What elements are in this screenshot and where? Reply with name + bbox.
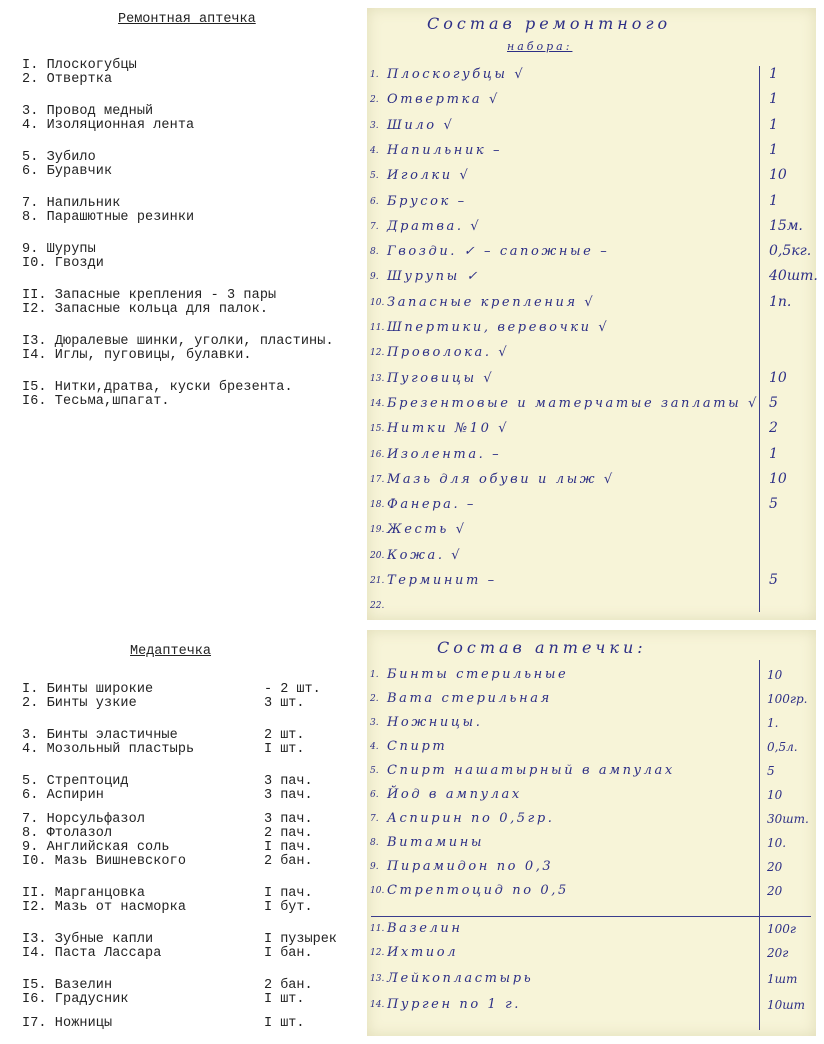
list-item: 5. Зубило	[22, 150, 96, 165]
row-quantity: 10	[769, 369, 787, 386]
row-text: Спирт	[387, 739, 448, 754]
row-text: Проволока. √	[387, 345, 510, 361]
row-text: Кожа. √	[387, 547, 463, 563]
row-quantity: 10	[767, 788, 783, 802]
row-number: 11.	[370, 924, 385, 934]
row-number: 17.	[370, 474, 385, 485]
handwritten-row	[367, 517, 816, 539]
row-number: 7.	[370, 814, 379, 824]
list-item: 6. Буравчик	[22, 164, 113, 179]
row-number: 4.	[370, 742, 379, 752]
row-quantity: 1	[769, 116, 778, 133]
row-text: Брезентовые и матерчатые заплаты √	[387, 395, 759, 411]
row-text: Спирт нашатырный в ампулах	[387, 763, 675, 778]
row-text: Иголки √	[387, 168, 471, 184]
list-item-quantity: 2 бан.	[264, 854, 313, 869]
row-quantity: 5	[769, 496, 778, 513]
list-item-name: 6. Аспирин	[22, 788, 105, 803]
row-number: 6.	[370, 790, 379, 800]
row-quantity: 2	[769, 420, 778, 437]
list-item-quantity: 3 пач.	[264, 788, 313, 803]
row-number: 3.	[370, 718, 379, 728]
row-quantity: 0,5кг.	[769, 243, 812, 260]
handwritten-row	[367, 290, 816, 312]
row-number: 14.	[370, 398, 385, 409]
list-item: I0. Гвозди	[22, 256, 105, 271]
row-text: Пуговицы √	[387, 370, 495, 386]
handwritten-row	[367, 492, 816, 514]
handwritten-row	[367, 87, 816, 109]
handwritten-row	[367, 940, 816, 962]
handwritten-row	[367, 391, 816, 413]
row-quantity: 1	[769, 66, 778, 82]
row-text: Плоскогубцы √	[387, 67, 526, 82]
row-text: Шило √	[387, 117, 455, 133]
row-number: 4.	[370, 145, 379, 156]
list-item-quantity: I пач.	[264, 840, 313, 855]
row-quantity: 100гр.	[767, 692, 808, 706]
list-item-name: 7. Норсульфазол	[22, 812, 146, 827]
handwritten-row	[367, 113, 816, 135]
row-quantity: 10	[769, 470, 787, 487]
list-item: 2. Отвертка	[22, 72, 113, 87]
row-number: 22.	[370, 601, 385, 612]
list-item-name: 8. Фтолазол	[22, 826, 113, 841]
row-quantity: 0,5л.	[767, 740, 798, 754]
row-quantity: 20	[767, 860, 783, 874]
handwritten-row	[367, 878, 816, 900]
row-number: 13.	[370, 974, 385, 984]
list-item-quantity: I шт.	[264, 742, 305, 757]
list-item-name: I2. Мазь от насморка	[22, 900, 187, 915]
handwritten-row	[367, 593, 816, 615]
list-item-name: 5. Стрептоцид	[22, 774, 129, 789]
row-number: 5.	[370, 171, 379, 182]
row-text: Запасные крепления √	[387, 294, 596, 310]
list-item-quantity: I пач.	[264, 886, 313, 901]
row-text: Нитки №10 √	[387, 421, 510, 437]
row-text: Дратва. √	[387, 218, 482, 234]
row-text: Напильник –	[387, 142, 503, 158]
list-item-name: I7. Ножницы	[22, 1016, 113, 1031]
row-number: 7.	[370, 221, 379, 232]
row-number: 20.	[370, 550, 385, 561]
row-number: 2.	[370, 694, 379, 704]
row-quantity: 5	[769, 394, 778, 411]
handwritten-row	[367, 163, 816, 185]
list-item-name: I5. Вазелин	[22, 978, 113, 993]
handwritten-row	[367, 239, 816, 261]
list-item: 9. Шурупы	[22, 242, 96, 257]
list-item-name: II. Марганцовка	[22, 886, 146, 901]
med-kit-handwritten-sheet	[367, 630, 816, 1036]
handwritten-row	[367, 806, 816, 828]
list-item: 7. Напильник	[22, 196, 121, 211]
handwritten-row	[367, 214, 816, 236]
repair-kit-typed-list	[22, 0, 362, 420]
list-item-name: I6. Градусник	[22, 992, 129, 1007]
list-item-quantity: 2 бан.	[264, 978, 313, 993]
list-item: I2. Запасные кольца для палок.	[22, 302, 269, 317]
list-item: 4. Изоляционная лента	[22, 118, 195, 133]
handwritten-row	[367, 416, 816, 438]
list-item-name: 9. Английская соль	[22, 840, 170, 855]
handwritten-row	[367, 710, 816, 732]
list-item: I4. Иглы, пуговицы, булавки.	[22, 348, 252, 363]
row-number: 9.	[370, 272, 379, 283]
row-text: Пирамидон по 0,3	[387, 859, 554, 874]
handwritten-row	[367, 734, 816, 756]
handwritten-row	[367, 662, 816, 684]
row-number: 14.	[370, 1000, 385, 1010]
list-item-name: 2. Бинты узкие	[22, 696, 137, 711]
row-number: 1.	[370, 670, 379, 680]
row-number: 12.	[370, 948, 385, 958]
list-item: II. Запасные крепления - 3 пары	[22, 288, 277, 303]
list-item: 3. Провод медный	[22, 104, 154, 119]
row-number: 21.	[370, 576, 385, 586]
row-text: Аспирин по 0,5гр.	[387, 811, 555, 826]
row-text: Лейкопластырь	[387, 971, 534, 986]
row-number: 8.	[370, 838, 379, 848]
row-text: Витамины	[387, 835, 485, 850]
row-quantity: 5	[769, 572, 778, 588]
list-item-quantity: 2 шт.	[264, 728, 305, 743]
row-quantity: 1	[769, 91, 778, 108]
row-text: Вата стерильная	[387, 691, 552, 706]
row-text: Шурупы ✓	[387, 269, 481, 285]
row-number: 19.	[370, 525, 385, 536]
handwritten-row	[367, 568, 816, 590]
row-number: 15.	[370, 424, 385, 435]
row-number: 11.	[370, 323, 385, 333]
row-quantity: 30шт.	[767, 812, 809, 826]
repair-set-heading: Состав ремонтного	[427, 14, 672, 33]
row-text: Терминит –	[387, 573, 497, 588]
row-quantity: 1	[769, 192, 778, 209]
row-quantity: 10	[769, 167, 787, 184]
list-item-quantity: I бут.	[264, 900, 313, 915]
list-item: 8. Парашютные резинки	[22, 210, 195, 225]
list-item-quantity: I шт.	[264, 1016, 305, 1031]
handwritten-row	[367, 467, 816, 489]
med-kit-typed-list	[22, 640, 362, 1040]
handwritten-row	[367, 758, 816, 780]
row-text: Отвертка √	[387, 92, 500, 108]
list-item-name: I4. Паста Лассара	[22, 946, 162, 961]
repair-set-handwritten-sheet	[367, 8, 816, 620]
row-number: 5.	[370, 766, 379, 776]
row-number: 13.	[370, 373, 385, 384]
list-item-quantity: 2 пач.	[264, 826, 313, 841]
handwritten-row	[367, 442, 816, 464]
row-quantity: 10.	[767, 836, 787, 850]
row-number: 16.	[370, 449, 385, 460]
list-item-name: 4. Мозольный пластырь	[22, 742, 195, 757]
handwritten-row	[367, 138, 816, 160]
row-text: Изолента. –	[387, 446, 502, 462]
row-number: 3.	[370, 120, 379, 131]
handwritten-row	[367, 686, 816, 708]
med-kit-title: Медаптечка	[130, 644, 212, 659]
list-item-quantity: 3 шт.	[264, 696, 305, 711]
list-item-quantity: I бан.	[264, 946, 313, 961]
row-quantity: 1.	[767, 716, 779, 730]
row-quantity: 10	[767, 668, 783, 682]
list-item: I6. Тесьма,шпагат.	[22, 394, 170, 409]
row-text: Брусок –	[387, 193, 467, 209]
row-text: Шпертики, веревочки √	[387, 320, 610, 335]
row-number: 10.	[370, 297, 385, 308]
row-number: 2.	[370, 95, 379, 106]
list-item-quantity: 3 пач.	[264, 812, 313, 827]
row-quantity: 100г	[767, 922, 796, 936]
list-item: I. Плоскогубцы	[22, 58, 137, 73]
row-quantity: 10шт	[767, 998, 806, 1012]
handwritten-row	[367, 854, 816, 876]
handwritten-row	[367, 62, 816, 84]
handwritten-row	[367, 782, 816, 804]
row-text: Ножницы.	[387, 715, 483, 730]
row-quantity: 5	[767, 764, 775, 778]
row-quantity: 1	[769, 141, 778, 158]
handwritten-row	[367, 264, 816, 286]
row-quantity: 1	[769, 445, 778, 462]
row-text: Гвозди. ✓ – сапожные –	[387, 244, 610, 260]
handwritten-row	[367, 966, 816, 988]
list-item-quantity: - 2 шт.	[264, 682, 321, 697]
handwritten-row	[367, 189, 816, 211]
list-item-quantity: 3 пач.	[264, 774, 313, 789]
handwritten-row	[367, 992, 816, 1014]
row-text: Бинты стерильные	[387, 667, 569, 682]
repair-set-subheading: набора:	[507, 40, 573, 53]
row-number: 1.	[370, 70, 379, 80]
row-quantity: 1шт	[767, 972, 798, 986]
repair-kit-title: Ремонтная аптечка	[118, 12, 256, 27]
row-quantity: 20г	[767, 946, 789, 960]
handwritten-row	[367, 366, 816, 388]
row-text: Жесть √	[387, 522, 467, 538]
handwritten-row	[367, 340, 816, 362]
row-text: Йод в ампулах	[387, 787, 522, 802]
row-quantity: 40шт.	[769, 268, 818, 285]
row-quantity: 20	[767, 884, 783, 898]
row-text: Фанера. –	[387, 497, 477, 513]
med-kit-heading: Состав аптечки:	[437, 638, 647, 657]
handwritten-row	[367, 830, 816, 852]
row-number: 6.	[370, 196, 379, 207]
list-item-quantity: I шт.	[264, 992, 305, 1007]
row-text: Вазелин	[387, 921, 463, 936]
list-item: I5. Нитки,дратва, куски брезента.	[22, 380, 293, 395]
handwritten-row	[367, 315, 816, 337]
handwritten-row	[367, 916, 816, 938]
list-item-quantity: I пузырек	[264, 932, 337, 947]
list-item-name: I. Бинты широкие	[22, 682, 154, 697]
row-number: 18.	[370, 500, 385, 511]
row-text: Пурген по 1 г.	[387, 997, 521, 1012]
list-item: I3. Дюралевые шинки, уголки, пластины.	[22, 334, 334, 349]
row-quantity: 1п.	[769, 293, 792, 310]
row-quantity: 15м.	[769, 217, 803, 234]
row-number: 9.	[370, 862, 379, 872]
list-item-name: I3. Зубные капли	[22, 932, 154, 947]
list-item-name: 3. Бинты эластичные	[22, 728, 178, 743]
row-text: Стрептоцид по 0,5	[387, 883, 569, 898]
row-number: 10.	[370, 886, 385, 896]
row-number: 8.	[370, 247, 379, 258]
handwritten-row	[367, 543, 816, 565]
row-text: Мазь для обуви и лыж √	[387, 471, 615, 487]
row-number: 12.	[370, 348, 385, 359]
row-text: Ихтиол	[387, 945, 459, 960]
list-item-name: I0. Мазь Вишневского	[22, 854, 187, 869]
